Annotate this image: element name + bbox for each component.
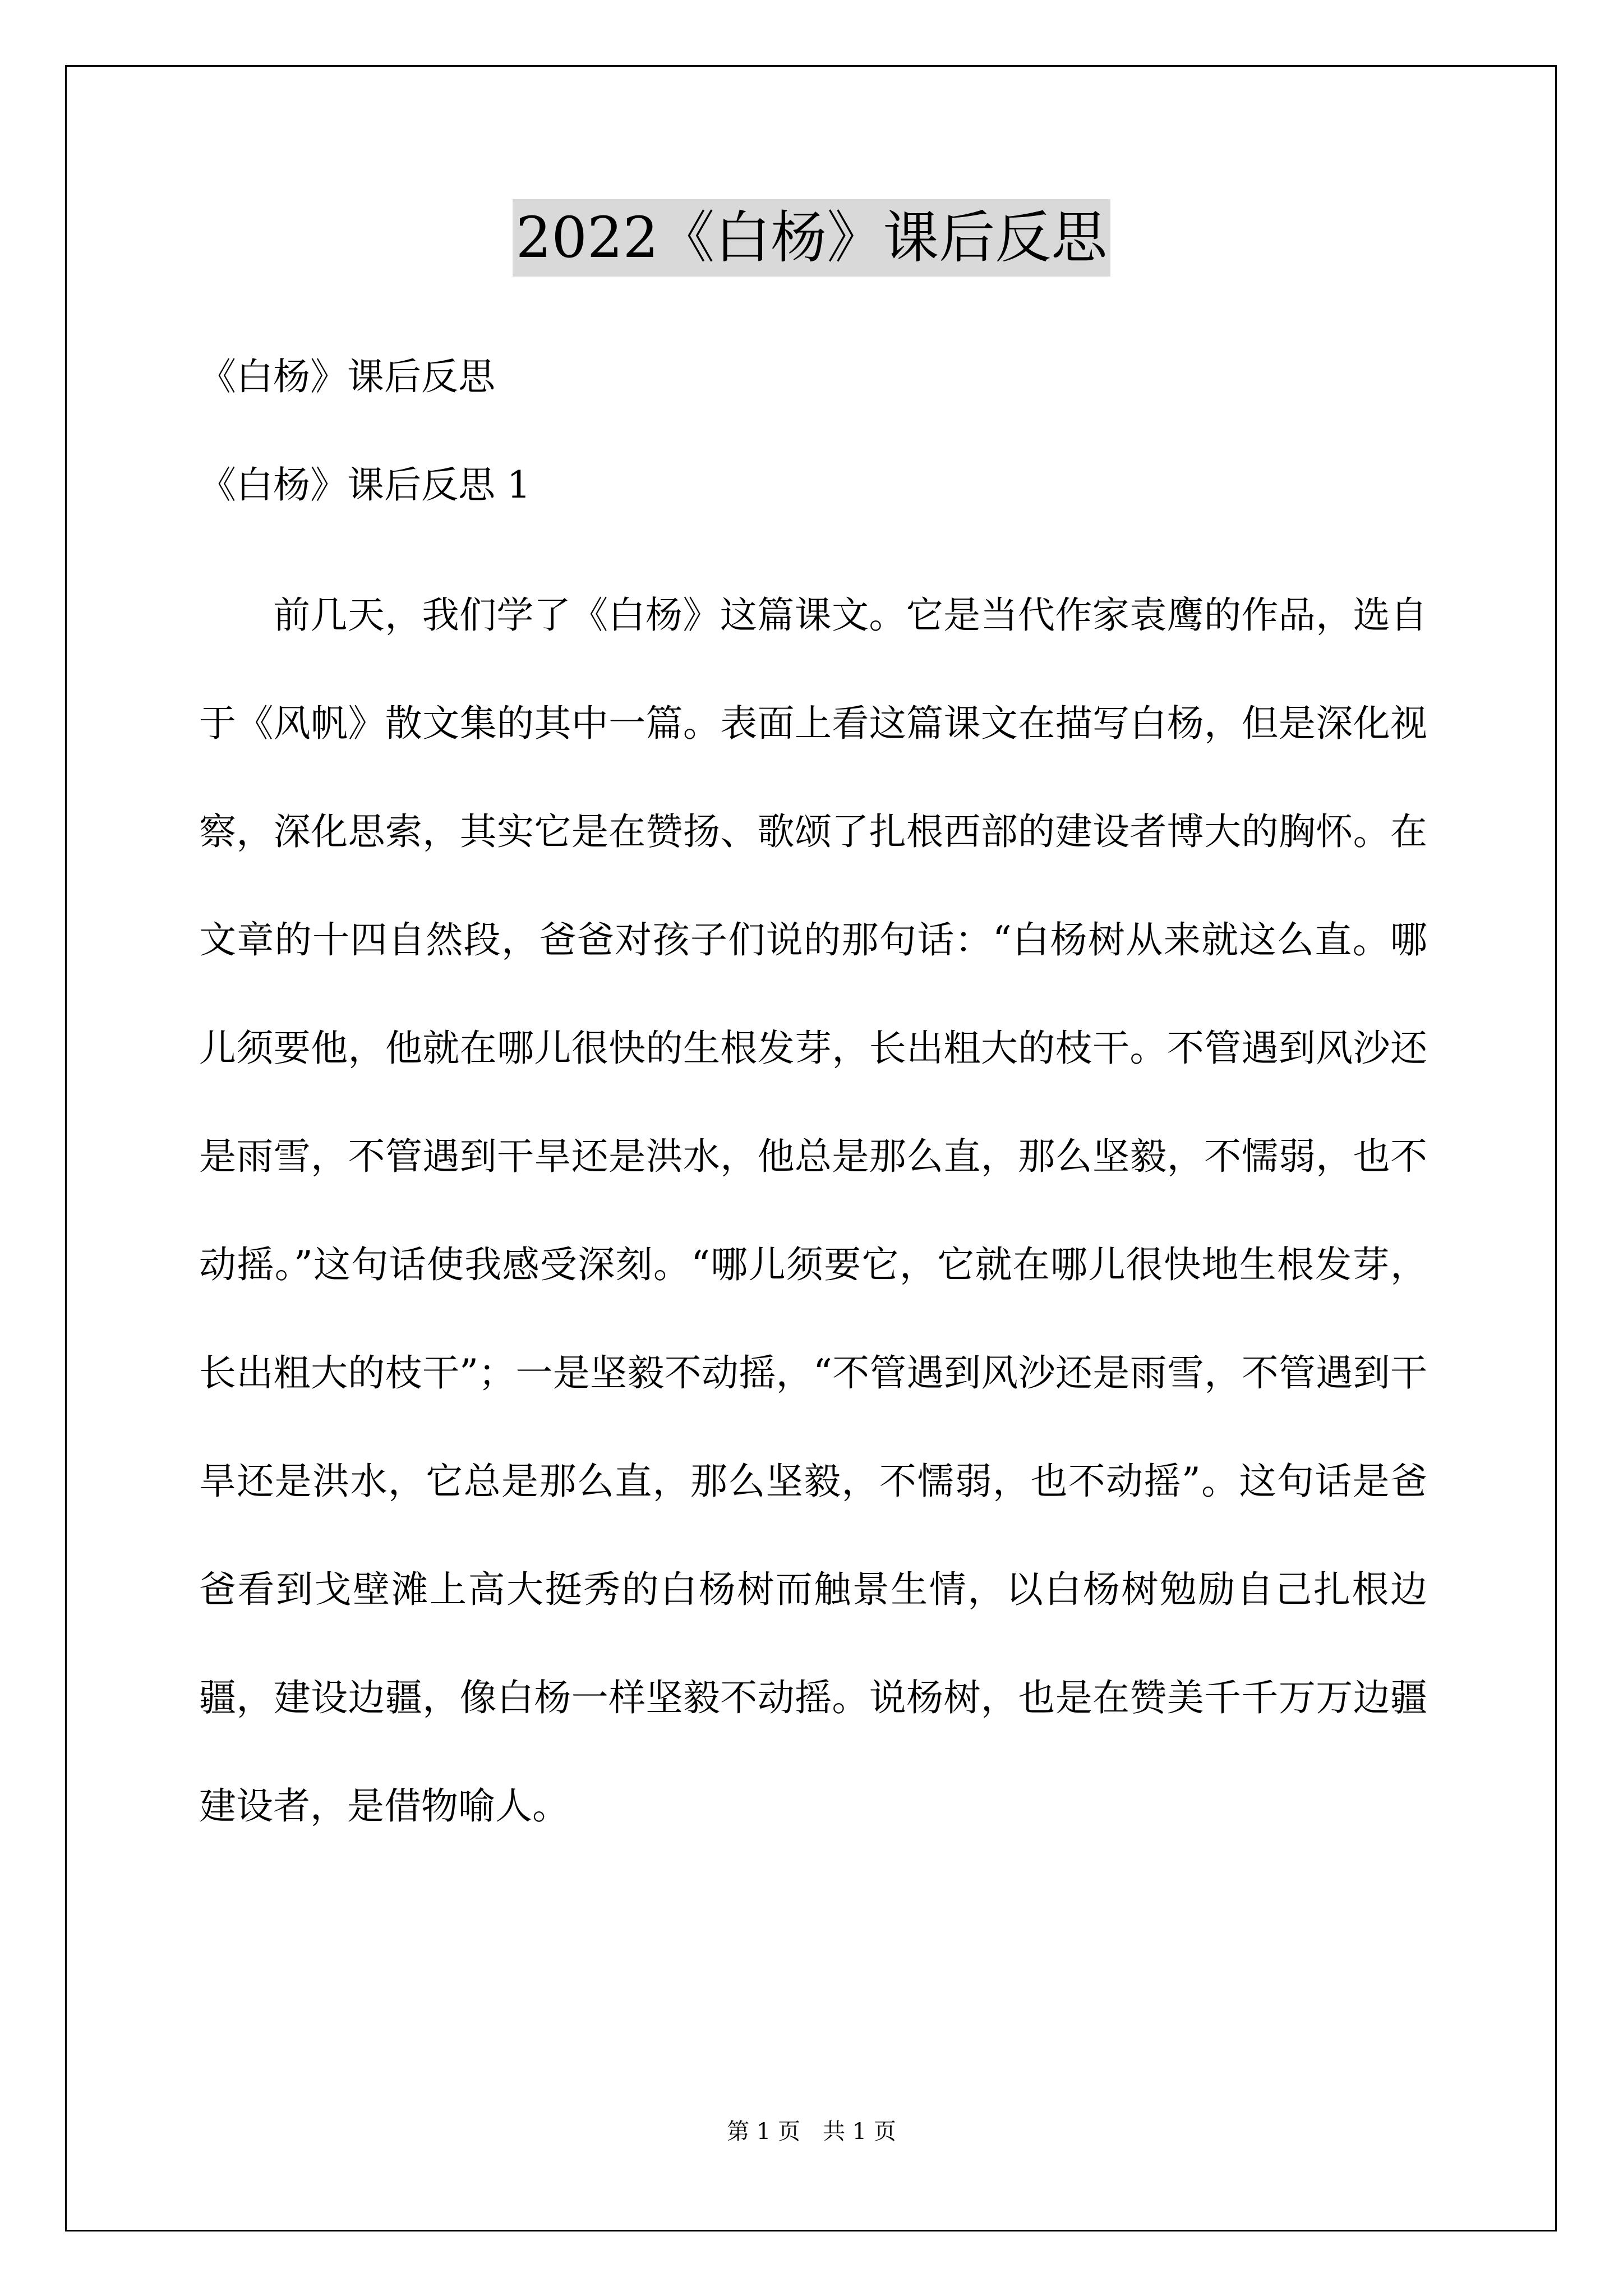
title-container: [0, 199, 1623, 277]
document-subtitle: 《白杨》课后反思: [199, 355, 495, 398]
document-title: 2022《白杨》课后反思: [513, 199, 1111, 277]
section-heading: 《白杨》课后反思 1: [199, 463, 531, 507]
body-paragraph: 前几天，我们学了《白杨》这篇课文。它是当代作家袁鹰的作品，选自于《风帆》散文集的其中一篇。表面上看这篇课文在描写白杨，但是深化视察，深化思索，其实它是在赞扬、歌颂了扎根西部的建设者博大的胸怀。在文章的十四自然段，爸爸对孩子们说的那句话：“白杨树从来就这么直。哪儿须要他，他就在哪儿很快的生根发芽，长出粗大的枝干。不管遇到风沙还是雨雪，不管遇到干旱还是洪水，他总是那么直，那么坚毅，不懦弱，也不动摇。”这句话使我感受深刻。“哪儿须要它，它就在哪儿很快地生根发芽，长出粗大的枝干”；一是坚毅不动摇，“不管遇到风沙还是雨雪，不管遇到干旱还是洪水，它总是那么直，那么坚毅，不懦弱，也不动摇”。这句话是爸爸看到戈壁滩上高大挺秀的白杨树而触景生情，以白杨树勉励自己扎根边疆，建设边疆，像白杨一样坚毅不动摇。说杨树，也是在赞美千千万万边疆建设者，是借物喻人。: [199, 593, 1427, 1828]
page-footer: 第 1 页 共 1 页: [727, 2119, 896, 2145]
